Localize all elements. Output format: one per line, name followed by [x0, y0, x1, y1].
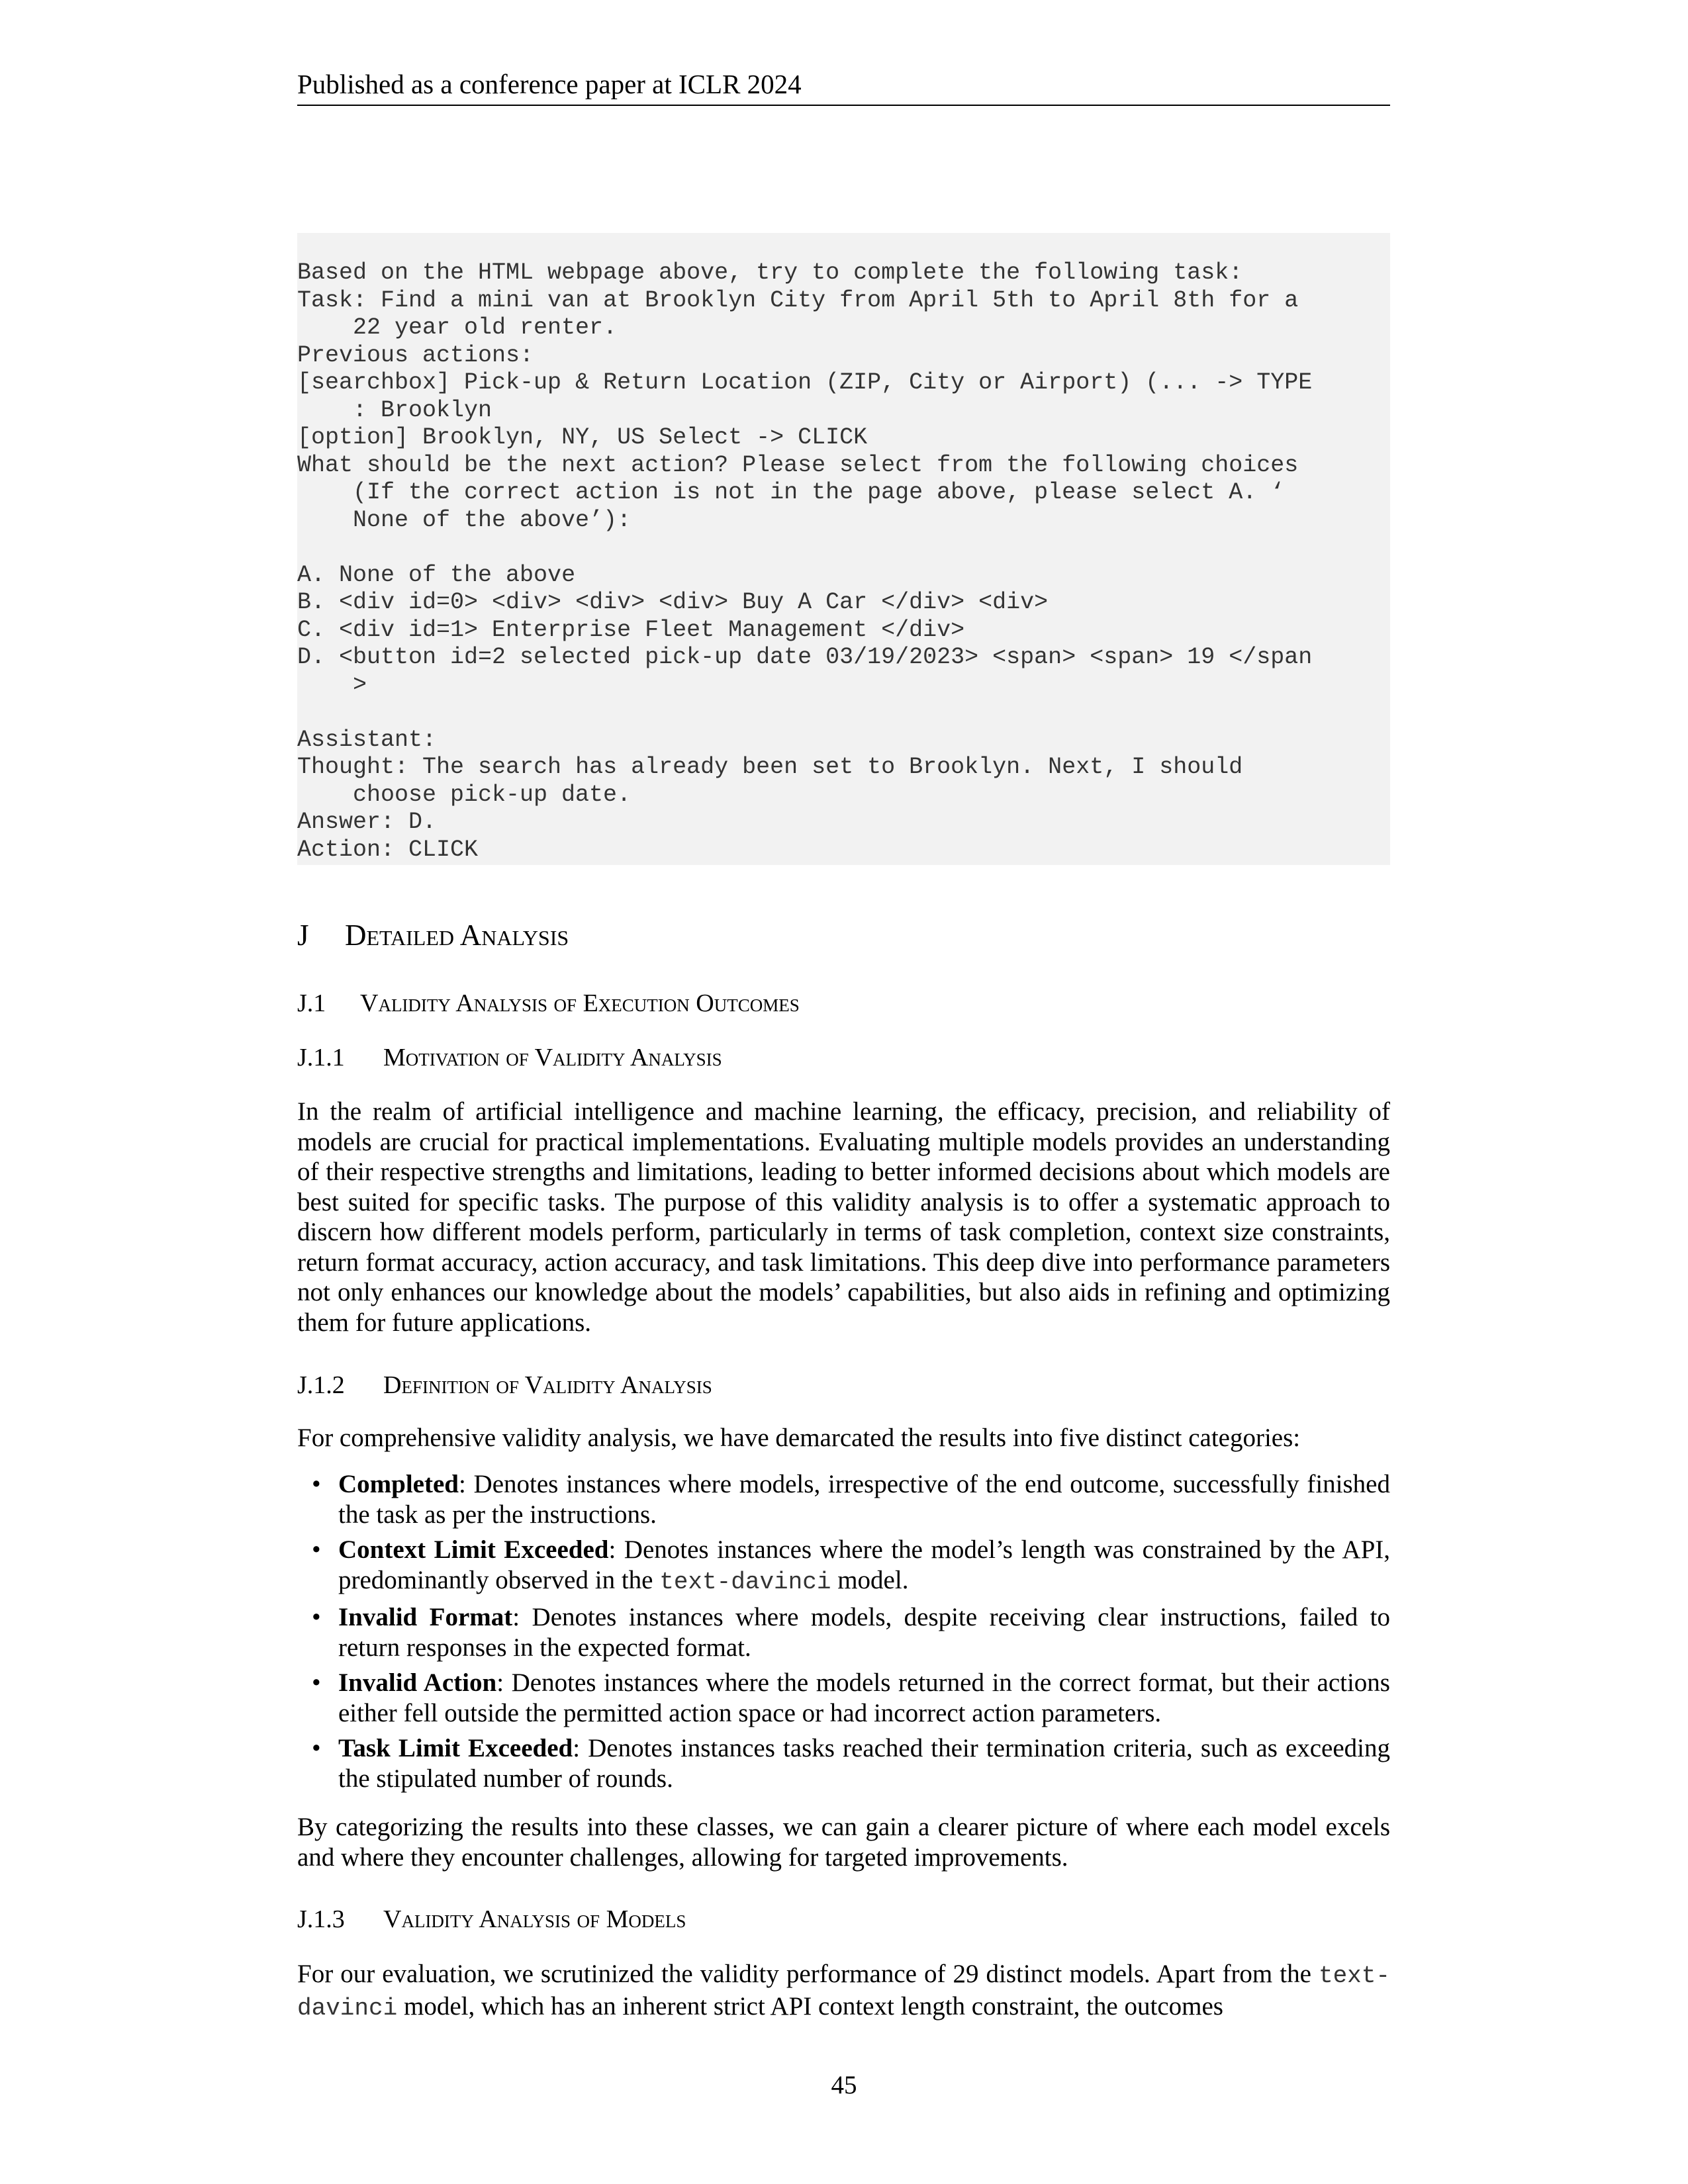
list-item-task-limit	[297, 1733, 1390, 1794]
code-line: Based on the HTML webpage above, try to complete the following task:	[297, 259, 1243, 286]
code-line: Thought: The search has already been set to Brooklyn. Next, I should	[297, 754, 1243, 780]
section-j12-title: Definition of Validity Analysis	[383, 1371, 712, 1399]
code-line: 22 year old renter.	[353, 314, 618, 341]
code-line	[297, 534, 1390, 562]
code-line: Task: Find a mini van at Brooklyn City from April 5th to April 8th for a	[297, 287, 1299, 314]
category-list	[297, 1469, 1390, 1799]
term-task-limit: Task Limit Exceeded	[338, 1734, 573, 1762]
section-j1-number: J.1	[297, 989, 326, 1017]
desc-invalid-action: : Denotes instances where the models returned in the correct format, but their actions either fell outside the permitted action space or had incorrect action parameters.	[338, 1668, 1390, 1727]
bullet-icon: •	[312, 1535, 321, 1564]
code-line: C. <div id=1> Enterprise Fleet Management </div>	[297, 616, 965, 643]
section-j11-title: Motivation of Validity Analysis	[383, 1044, 722, 1071]
code-line: [option] Brooklyn, NY, US Select -> CLICK	[297, 424, 868, 451]
section-j1-heading	[297, 988, 800, 1019]
section-j11-number: J.1.1	[297, 1044, 345, 1071]
section-j-heading	[297, 917, 569, 953]
model-name-code: text-davinci	[297, 1962, 1390, 2022]
section-j12-number: J.1.2	[297, 1371, 345, 1399]
section-j11-heading	[297, 1042, 722, 1073]
desc-completed: : Denotes instances where models, irrespective of the end outcome, successfully finished the task as per the instructions.	[338, 1470, 1390, 1529]
definition-closing: By categorizing the results into these classes, we can gain a clearer picture of where each model excels and where they encounter challenges, allowing for targeted improvements.	[297, 1813, 1390, 1872]
models-text-a: For our evaluation, we scrutinized the validity performance of 29 distinct models. Apart from the	[297, 1960, 1319, 1988]
term-completed: Completed	[338, 1470, 459, 1498]
code-line: : Brooklyn	[353, 396, 492, 424]
definition-intro: For comprehensive validity analysis, we have demarcated the results into five distinct categories:	[297, 1424, 1301, 1452]
code-line: A. None of the above	[297, 561, 576, 588]
section-j12-heading	[297, 1370, 712, 1400]
page-number: 45	[831, 2071, 857, 2099]
list-item-invalid-action	[297, 1668, 1390, 1728]
models-paragraph	[297, 1959, 1390, 2023]
code-line: None of the above’):	[353, 506, 632, 533]
code-line: What should be the next action? Please select from the following choices	[297, 451, 1299, 478]
section-j13-number: J.1.3	[297, 1905, 345, 1933]
code-line: [searchbox] Pick-up & Return Location (ZIP, City or Airport) (... -> TYPE	[297, 369, 1313, 396]
term-context-limit: Context Limit Exceeded	[338, 1535, 609, 1564]
code-line: >	[353, 671, 367, 698]
term-invalid-format: Invalid Format	[338, 1603, 513, 1631]
bullet-icon: •	[312, 1603, 321, 1631]
section-j1-title: Validity Analysis of Execution Outcomes	[360, 989, 800, 1017]
list-item-context-limit	[297, 1535, 1390, 1597]
running-header: Published as a conference paper at ICLR 2024	[297, 68, 1390, 106]
desc-context-limit-a: : Denotes instances where the model’s length was constrained by the API, predominantly observed in the	[338, 1535, 1391, 1594]
models-text-b: model, which has an inherent strict API context length constraint, the outcomes	[397, 1991, 1223, 2021]
code-line: Previous actions:	[297, 341, 534, 369]
code-line: D. <button id=2 selected pick-up date 03/19/2023> <span> <span> 19 </span	[297, 644, 1313, 670]
desc-invalid-format: : Denotes instances where models, despite receiving clear instructions, failed to return responses in the expected format.	[338, 1603, 1390, 1662]
code-block	[297, 259, 1390, 864]
list-item-invalid-format	[297, 1602, 1390, 1662]
bullet-icon: •	[312, 1470, 321, 1498]
motivation-paragraph: In the realm of artificial intelligence and machine learning, the efficacy, precision, and reliability of models are crucial for practical implementations. Evaluating multiple models provides an understanding of their respective strengths and limitations, leading to better informed decisions about which models are best suited for specific tasks. The purpose of this validity analysis is to offer a systematic approach to discern how different models perform, particularly in terms of task completion, context size constraints, return format accuracy, action accuracy, and task limitations. This deep dive into performance parameters not only enhances our knowledge about the models’ capabilities, but also aids in refining and optimizing them for future applications.	[297, 1097, 1390, 1337]
code-line: Action: CLICK	[297, 836, 479, 863]
bullet-icon: •	[312, 1668, 321, 1697]
code-line: Answer: D.	[297, 809, 437, 835]
section-j-title: Detailed Analysis	[345, 919, 569, 952]
code-line: B. <div id=0> <div> <div> <div> Buy A Car </div> <div>	[297, 589, 1049, 615]
code-line: Assistant:	[297, 726, 437, 753]
list-item-completed	[297, 1469, 1390, 1529]
desc-task-limit: : Denotes instances tasks reached their termination criteria, such as exceeding the stipulated number of rounds.	[338, 1734, 1391, 1793]
section-j13-title: Validity Analysis of Models	[383, 1905, 686, 1933]
code-line: choose pick-up date.	[353, 781, 632, 808]
section-j-number: J	[297, 919, 309, 952]
term-invalid-action: Invalid Action	[338, 1668, 497, 1697]
bullet-icon: •	[312, 1734, 321, 1762]
code-line	[297, 699, 1390, 727]
section-j13-heading	[297, 1904, 686, 1934]
desc-context-limit-b: model.	[831, 1565, 909, 1594]
model-name-code: text-davinci	[659, 1568, 831, 1596]
code-line: (If the correct action is not in the page above, please select A. ‘	[353, 479, 1285, 506]
